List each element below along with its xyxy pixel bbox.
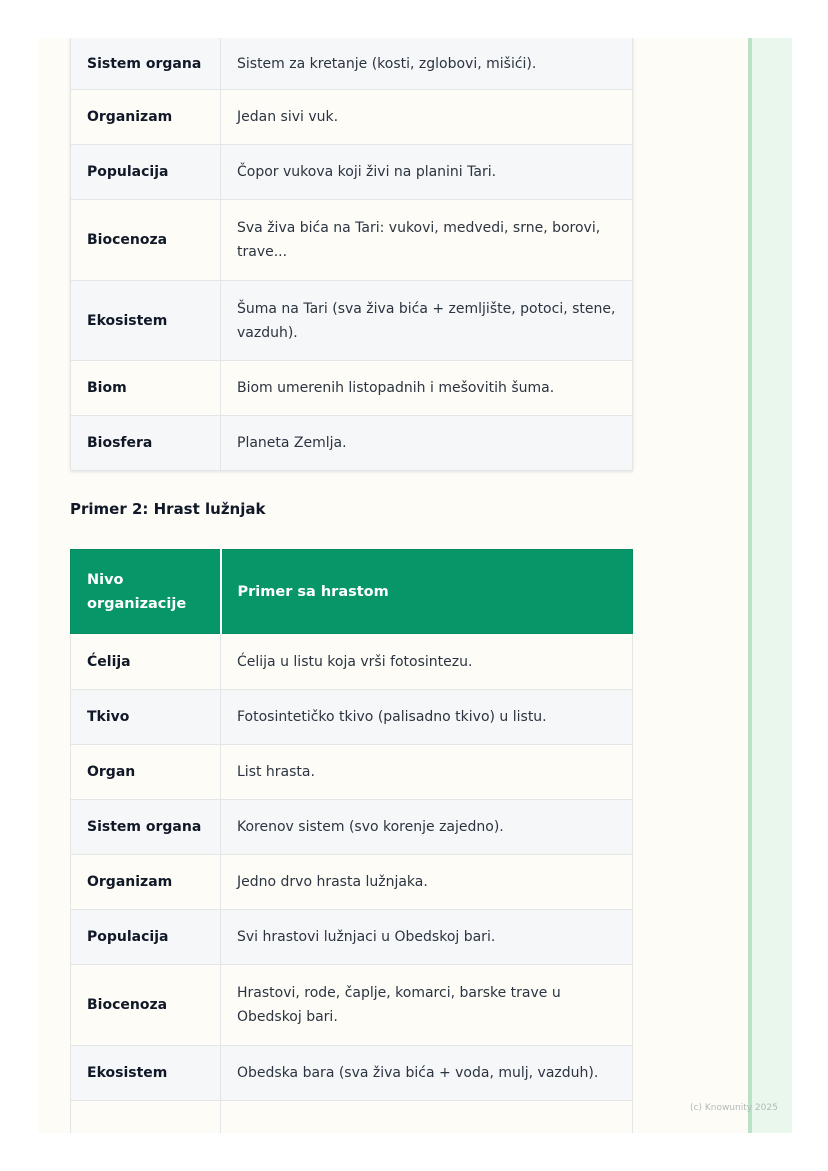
table-header-row <box>71 550 633 634</box>
table-row <box>71 416 633 471</box>
row-label: Ekosistem <box>71 281 221 361</box>
table-row <box>71 281 633 361</box>
row-value: Biom umerenih listopadnih i mešovitih šuma. <box>221 361 633 416</box>
header-level: Nivo organizacije <box>71 550 221 634</box>
row-value: Jedan sivi vuk. <box>221 90 633 145</box>
document-page <box>38 38 792 1133</box>
table-row <box>71 800 633 855</box>
side-accent-strip <box>748 38 792 1133</box>
table-row <box>71 745 633 800</box>
row-label: Organizam <box>71 855 221 910</box>
table-row <box>71 38 633 90</box>
table-row <box>71 90 633 145</box>
row-label: Sistem organa <box>71 800 221 855</box>
table-row <box>71 634 633 690</box>
row-value: Sva živa bića na Tari: vukovi, medvedi, srne, borovi, trave... <box>221 200 633 281</box>
row-label: Populacija <box>71 145 221 200</box>
copyright-watermark: (c) Knowunity 2025 <box>690 1103 778 1113</box>
table-row <box>71 965 633 1046</box>
row-label: Tkivo <box>71 690 221 745</box>
row-value: Korenov sistem (svo korenje zajedno). <box>221 800 633 855</box>
row-label: Populacija <box>71 910 221 965</box>
table-row <box>71 145 633 200</box>
row-label: Organizam <box>71 90 221 145</box>
levels-table-wolf <box>70 38 633 471</box>
row-value: Planeta Zemlja. <box>221 416 633 471</box>
row-label: Biocenoza <box>71 200 221 281</box>
table-row <box>71 200 633 281</box>
row-label: Biosfera <box>71 416 221 471</box>
row-value: Čopor vukova koji živi na planini Tari. <box>221 145 633 200</box>
row-label <box>71 1101 221 1134</box>
row-label: Ekosistem <box>71 1046 221 1101</box>
row-value: Sistem za kretanje (kosti, zglobovi, mišići). <box>221 38 633 90</box>
row-value: List hrasta. <box>221 745 633 800</box>
header-example: Primer sa hrastom <box>221 550 633 634</box>
row-value: Fotosintetičko tkivo (palisadno tkivo) u listu. <box>221 690 633 745</box>
row-value <box>221 1101 633 1134</box>
row-label: Biocenoza <box>71 965 221 1046</box>
table-row <box>71 910 633 965</box>
table-row <box>71 1046 633 1101</box>
row-label: Organ <box>71 745 221 800</box>
row-label: Sistem organa <box>71 38 221 90</box>
row-label: Biom <box>71 361 221 416</box>
table-row <box>71 855 633 910</box>
levels-table-oak <box>70 549 633 1133</box>
row-value: Svi hrastovi lužnjaci u Obedskoj bari. <box>221 910 633 965</box>
table-row <box>71 1101 633 1134</box>
row-value: Jedno drvo hrasta lužnjaka. <box>221 855 633 910</box>
row-label: Ćelija <box>71 634 221 690</box>
row-value: Šuma na Tari (sva živa bića + zemljište, potoci, stene, vazduh). <box>221 281 633 361</box>
row-value: Obedska bara (sva živa bića + voda, mulj, vazduh). <box>221 1046 633 1101</box>
table-row <box>71 361 633 416</box>
section-heading: Primer 2: Hrast lužnjak <box>70 500 266 518</box>
row-value: Hrastovi, rode, čaplje, komarci, barske trave u Obedskoj bari. <box>221 965 633 1046</box>
row-value: Ćelija u listu koja vrši fotosintezu. <box>221 634 633 690</box>
table-row <box>71 690 633 745</box>
